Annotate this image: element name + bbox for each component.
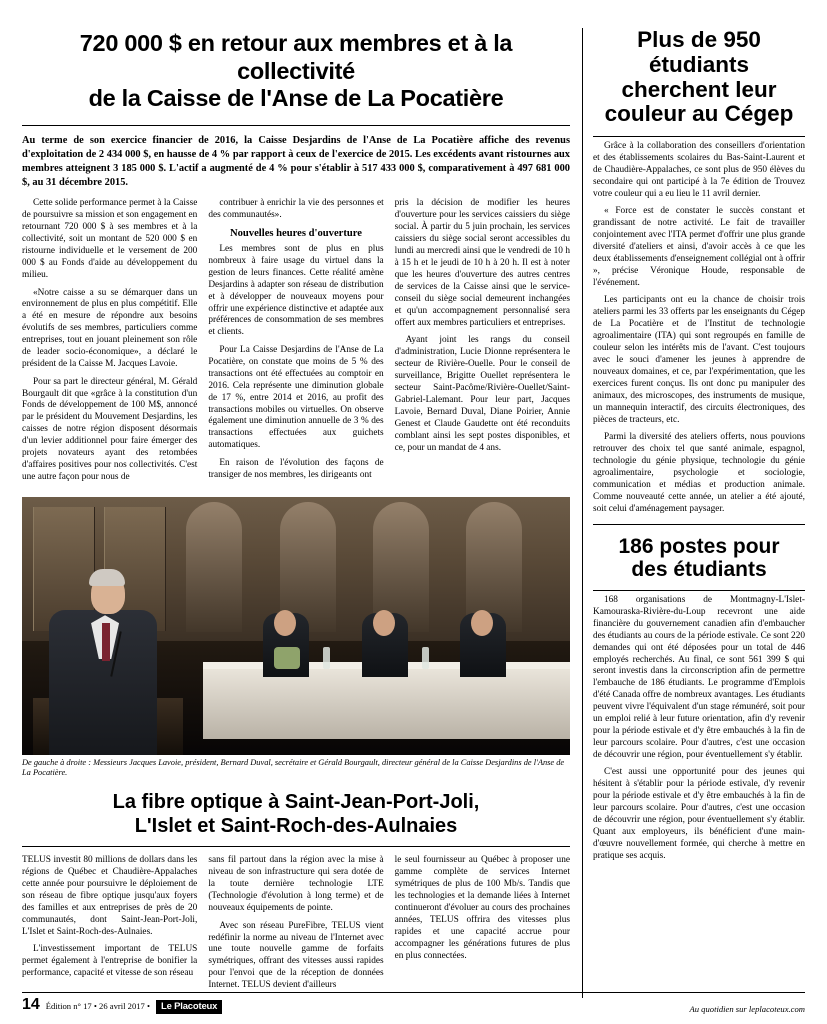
- photo-plant: [274, 647, 300, 669]
- second-column-1: [22, 855, 197, 997]
- paragraph: Grâce à la collaboration des conseillers d'orientation et des établissements scolaires du Bas-Saint-Laurent et de Chaudière-Appalaches, ce sont plus de 950 élèves du secondaire qui ont participé à la 7e édition de Trouvez votre couleur qui a eu lieu le 11 avril dernier.: [593, 141, 805, 199]
- rail-divider-3: [593, 590, 805, 591]
- second-column-2: [208, 855, 383, 997]
- paragraph: C'est aussi une opportunité pour des jeunes qui hésitent à s'établir pour la période estivale, d'y revenir pour la période estivale et d'y être embauchés à la fin de leur parcours scolaire. Pour d'autres, c'est une occasion de découvrir une région, pour éventuellement s'y établir. Quant aux employeurs, ils bénéficient d'une main-d'œuvre nouvellement formée, qui cherche à mettre en pratique ses acquis.: [593, 767, 805, 861]
- paragraph: sans fil partout dans la région avec la mise à niveau de son infrastructure qui sera dotée de la toute dernière technologie LTE (Technologie d'évolution à long terme) et de nouveaux équipements de pointe.: [208, 855, 384, 914]
- lead-headline: [22, 30, 570, 113]
- rail-story-2-headline-line-2: des étudiants: [631, 557, 767, 581]
- left-content-zone: [22, 22, 582, 998]
- rail-story-2-headline-line-1: 186 postes pour: [618, 534, 780, 558]
- photo-arch: [186, 502, 242, 632]
- lead-subhead: Nouvelles heures d'ouverture: [229, 227, 362, 239]
- lead-column-2: [208, 198, 383, 489]
- paragraph: Les membres sont de plus en plus nombreux à faire usage du virtuel dans la gestion de leurs finances. Cette réalité amène Desjardins à adapter son réseau de distribution et à développer de nouveaux moyens pour offrir une expérience distinctive et adaptée aux préférences de consommation de ses membres et clients.: [208, 243, 384, 338]
- photo-person-head: [373, 610, 395, 636]
- paragraph: contribuer à enrichir la vie des personnes et des communautés».: [208, 198, 384, 221]
- headline-divider: [22, 125, 570, 126]
- second-story-columns: [22, 855, 570, 997]
- lead-column-3: [395, 198, 570, 489]
- page-layout: [22, 22, 805, 998]
- photo-caption: De gauche à droite : Messieurs Jacques Lavoie, président, Bernard Duval, secrétaire et Gérald Bourgault, directeur général de la Caisse Desjardins de l'Anse de La Pocatière.: [22, 757, 565, 778]
- paragraph: Cette solide performance permet à la Caisse de poursuivre sa mission et son engagement en retournant 720 000 $ à ses membres et à la collectivité, soit un montant de 520 000 $ en ristourne individuelle et le versement de 200 000 $ au Fonds d'aide au développement du milieu.: [22, 198, 198, 281]
- column-divider: [582, 28, 583, 998]
- paragraph: Pour sa part le directeur général, M. Gérald Bourgault dit que «grâce à la constitution d'un Fonds de développement de 100 M$, annoncé par le président du Mouvement Desjardins, les caisses de notre région disposent désormais d'un levier additionnel pour faire émerger des projets novateurs ayant des retombées d'affaires positives pour nos collectivités. C'est une autre façon pour nous de: [22, 376, 198, 483]
- rail-story-2-headline: [593, 535, 805, 581]
- second-story-headline: [22, 790, 570, 838]
- paragraph: L'investissement important de TELUS permet également à l'entreprise de bonifier la performance, capacité et vitesse de son réseau: [22, 944, 198, 979]
- paragraph: TELUS investit 80 millions de dollars dans les régions de Québec et Chaudière-Appalaches cette année pour poursuivre le déploiement de son réseau de fibre optique jusqu'aux foyers des familles et aux entreprises de près de 20 communautés, dont Saint-Jean-Port-Joli, L'Islet et Saint-Roch-des-Aulnaies.: [22, 855, 198, 937]
- lead-headline-line-2: de la Caisse de l'Anse de La Pocatière: [88, 85, 504, 112]
- paragraph: Avec son réseau PureFibre, TELUS vient redéfinir la norme au niveau de l'Internet avec une toute nouvelle gamme de forfaits symétriques, offrant des vitesses aussi rapides pour l'envoi que de la réception de données Internet. TELUS devient d'ailleurs: [208, 920, 384, 991]
- paragraph: pris la décision de modifier les heures d'ouverture pour les services caissiers du siège social. À partir du 5 juin prochain, les services caissiers du siège social seront accessibles du lundi au mercredi ainsi que le vendredi de 10 h à 15 h et le jeudi de 10 h à 20 h. Il est à noter que les heures d'ouverture des autres centres de services de la Caisse ainsi que le service-conseil du siège social demeurent inchangées et qu'un accompagnement personnalisé sera offert aux membres particuliers et entreprises.: [394, 198, 570, 328]
- page-footer: [22, 992, 805, 1014]
- paragraph: le seul fournisseur au Québec à proposer une gamme complète de services Internet symétriques de plus de 100 Mb/s. Tandis que les technologies et la demande liées à Internet continueront d'évoluer au cours des prochaines années, TELUS offrira des vitesses plus rapides et une capacité accrue pour accompagner les générations futures de plus en plus connectées.: [394, 855, 570, 961]
- rail-divider: [593, 136, 805, 137]
- photo-speaker-tie: [102, 623, 110, 661]
- paragraph: Parmi la diversité des ateliers offerts, nous pouvions retrouver des choix tel que santé animale, espagnol, technologie du génie physique, technologie du génie agroalimentaire, psychologie et sociologie, communication et médias et production animale. Comme nouveauté cette année, un atelier a été ajouté, soit celui d'aménagement paysager.: [593, 432, 805, 514]
- second-headline-divider: [22, 846, 570, 847]
- photo-speaker-hair: [89, 569, 125, 586]
- photo-table: [203, 669, 570, 739]
- paragraph: « Force est de constater le succès constant et grandissant de notre activité. Le fait de travailler conjointement avec l'ITA permet d'offrir une plus grande diversité d'ateliers et ainsi, d'avoir accès à ce que les deux établissements d'enseignement collégial ont à offrir », précise Véronique Houde, responsable de l'événement.: [593, 206, 805, 288]
- rail-story-1-headline: Plus de 950 étudiants cherchent leur couleur au Cégep: [604, 27, 794, 127]
- masthead-logo: Le Placoteux: [156, 1000, 222, 1014]
- lead-deck: Au terme de son exercice financier de 2016, la Caisse Desjardins de l'Anse de La Pocatière affiche des revenus d'exploitation de 2 434 000 $, en hausse de 4 % par rapport à ceux de l'exercice de 2015. Les excédents avant ristournes aux membres atteignent 3 185 000 $. L'actif a augmenté de 4 % pour s'établir à 517 433 000 $, comparativement à 497 681 000 $, au 31 décembre 2015.: [22, 135, 570, 188]
- lead-column-1: [22, 198, 197, 489]
- rail-divider-2: [593, 524, 805, 525]
- paragraph: Ayant joint les rangs du conseil d'administration, Lucie Dionne représentera le secteur de Rivière-Ouelle. Pour le conseil de surveillance, Brigitte Ouellet représentera le secteur Saint-Pacôme/Rivière-Ouellet/Saint-Gabriel-Lalemant. Pour leur part, Jacques Lavoie, Bernard Duval, Diane Poirier, Annie Genest et Claude Gaudette ont été reconduits comblant ainsi les sept postes disponibles, et ce, pour un mandat de 4 ans.: [394, 335, 570, 453]
- right-rail: [593, 22, 805, 998]
- footer-left: [22, 997, 222, 1014]
- photo-person-head: [274, 610, 296, 636]
- edition-info: Édition n° 17 • 26 avril 2017 •: [45, 1001, 151, 1011]
- lead-photo: [22, 497, 570, 755]
- page-number: 14: [22, 996, 40, 1013]
- second-headline-line-2: L'Islet et Saint-Roch-des-Aulnaies: [134, 815, 458, 838]
- lead-headline-line-1: 720 000 $ en retour aux membres et à la collectivité: [79, 30, 513, 84]
- paragraph: Les participants ont eu la chance de choisir trois ateliers parmi les 33 offerts par les enseignants du Cégep de La Pocatière et de l'Institut de technologie agroalimentaire (ITA) qui sont regroupés en famille de couleur selon les intérêts mis de l'avant. C'est toujours avec le souci d'amener les jeunes à apprendre de nouveaux domaines, et ce, par l'expérimentation, que les exercices furent conçus. Ils ont donc pu manipuler des animaux, des microscopes, des instruments de musique, un mannequin interactif, des circuits électroniques, des pièces de tracteurs, etc.: [593, 295, 805, 425]
- lead-body-columns: [22, 198, 570, 489]
- paragraph: 168 organisations de Montmagny-L'Islet-Kamouraska-Rivière-du-Loup recevront une aide financière du gouvernement canadien afin d'embaucher des étudiants au cours de la période estivale. Ce sont 220 demandes qui ont été déposées pour un total de 446 employés recherchés. Au final, ce sont 561 399 $ qui seront investis dans la circonscription afin de permettre l'embauche de 186 étudiants. Le programme d'Emplois d'été Canada offre de nombreux avantages. Les étudiants peuvent vivre l'équivalent d'un stage rémunéré, soit pour un emploi relié à leur future orientation, afin d'y revenir pour la période estivale et d'y être embauchés à la fin de leur parcours scolaire. Pour d'autres, c'est une occasion de découvrir une région, pour éventuellement s'y établir.: [593, 594, 805, 760]
- second-headline-line-1: La fibre optique à Saint-Jean-Port-Joli,: [112, 791, 480, 814]
- photo-bottle: [422, 647, 429, 669]
- second-column-3: [395, 855, 570, 997]
- paragraph: Pour La Caisse Desjardins de l'Anse de La Pocatière, on constate que moins de 5 % des transactions ont été effectuées au comptoir en 2016. Cela représente une diminution globale de 17 %, entre 2014 et 2016, au profit des transactions mobiles ou virtuelles. On observe également une diminution annuelle de 3 % des transactions effectuées aux guichets automatiques.: [208, 344, 384, 451]
- lead-photo-block: [22, 497, 570, 780]
- paragraph: En raison de l'évolution des façons de transiger de nos membres, les dirigeants ont: [208, 457, 384, 480]
- footer-tagline: Au quotidien sur leplacoteux.com: [689, 1004, 805, 1014]
- paragraph: «Notre caisse a su se démarquer dans un environnement de plus en plus compétitif. Elle a été en mesure de répondre aux besoins évolutifs de ses membres, particuliers comme entreprises, tout en jouant pleinement son rôle de leader socio-économique», a déclaré le président de la Caisse M. Jacques Lavoie.: [22, 287, 198, 370]
- photo-bottle: [323, 647, 330, 669]
